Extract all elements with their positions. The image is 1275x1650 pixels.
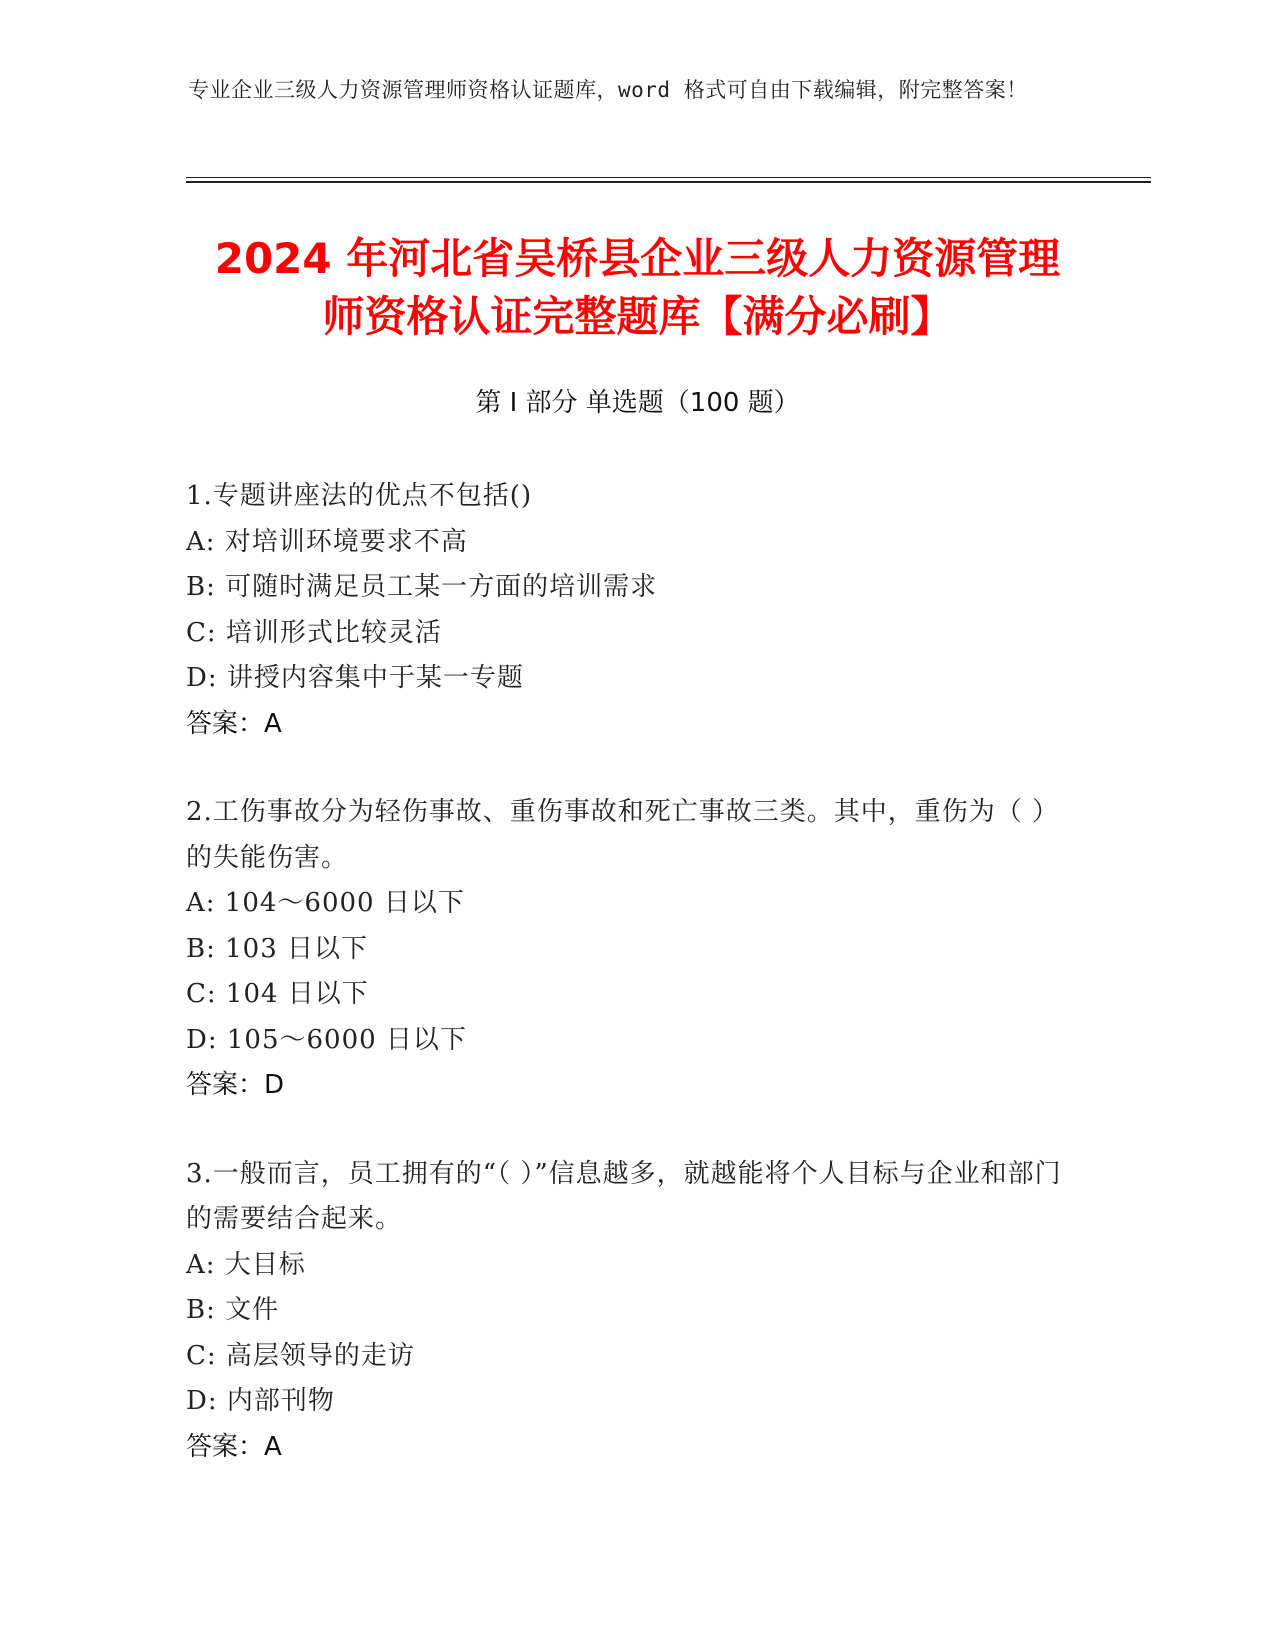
option-b: B: 文件 (186, 1295, 280, 1325)
header-rule-thick (186, 181, 1151, 183)
option-c: C: 高层领导的走访 (186, 1340, 415, 1371)
option-a: A: 对培训环境要求不高 (186, 526, 468, 557)
question-1 (186, 474, 1066, 747)
option-a: A: 104～6000 日以下 (186, 888, 465, 918)
option-d: D: 内部刊物 (186, 1386, 335, 1416)
document-title-line-2: 师资格认证完整题库【满分必刷】 (322, 292, 953, 341)
header-rule-thin (186, 177, 1151, 178)
document-title (150, 230, 1125, 346)
option-b: B: 可随时满足员工某一方面的培训需求 (186, 572, 658, 602)
answer-text: 答案：A (186, 708, 282, 739)
option-d: D: 105～6000 日以下 (186, 1024, 467, 1055)
section-title: 第 I 部分 单选题（100 题） (475, 388, 800, 418)
question-stem: 1.专题讲座法的优点不包括() (186, 481, 533, 511)
question-3 (186, 1152, 1066, 1471)
document-title-line-1: 2024 年河北省吴桥县企业三级人力资源管理 (214, 234, 1061, 283)
header-note: 专业企业三级人力资源管理师资格认证题库，word 格式可自由下载编辑，附完整答案！ (188, 78, 1028, 102)
option-c: C: 104 日以下 (186, 979, 369, 1009)
option-c: C: 培训形式比较灵活 (186, 617, 442, 648)
answer-text: 答案：A (186, 1431, 282, 1462)
option-d: D: 讲授内容集中于某一专题 (186, 663, 524, 693)
option-a: A: 大目标 (186, 1249, 306, 1280)
question-list (186, 474, 1066, 1513)
answer-text: 答案：D (186, 1070, 285, 1100)
question-stem: 3.一般而言，员工拥有的“（ ）”信息越多，就越能将个人目标与企业和部门的需要结合起来。 (186, 1158, 1062, 1234)
question-2 (186, 790, 1066, 1109)
question-stem: 2.工伤事故分为轻伤事故、重伤事故和死亡事故三类。其中，重伤为（ ）的失能伤害。 (186, 797, 1060, 873)
option-b: B: 103 日以下 (186, 933, 369, 964)
